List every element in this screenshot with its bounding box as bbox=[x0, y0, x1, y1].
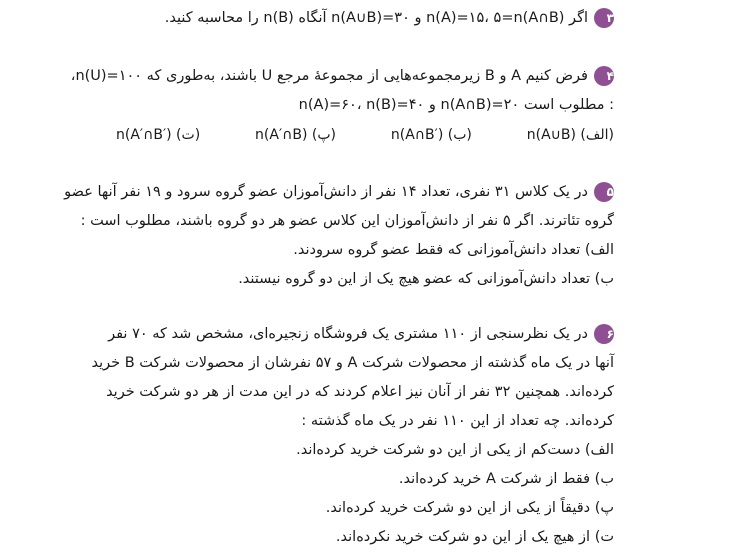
problem-4 bbox=[70, 62, 614, 150]
problem-number-badge: ۶ bbox=[594, 324, 614, 344]
option-te: (ت) n(A′∩B′) bbox=[116, 127, 201, 143]
problem-3-line-1 bbox=[116, 4, 614, 33]
problem-4-options bbox=[116, 120, 614, 150]
option-be: (ب) n(A∩B′) bbox=[390, 127, 472, 143]
problem-number-badge: ۵ bbox=[594, 182, 614, 202]
problem-4-line-2: n(A)=۶۰، n(B)=۴۰ و n(A∩B)=۲۰ مطلوب است : bbox=[298, 97, 614, 113]
problem-6-text-1: در یک نظرسنجی از ۱۱۰ مشتری یک فروشگاه زنجیره‌ای، مشخص شد که ۷۰ نفر bbox=[108, 326, 588, 342]
problem-6-sub-alef: الف) دست‌کم از یکی از این دو شرکت خرید کرده‌اند. bbox=[296, 442, 614, 458]
option-alef: (الف) n(A∪B) bbox=[526, 127, 614, 143]
problem-3 bbox=[116, 4, 614, 33]
option-pe: (پ) n(A′∩B) bbox=[255, 127, 337, 143]
problem-5-text-1: در یک کلاس ۳۱ نفری، تعداد ۱۴ نفر از دانش‌آموزان عضو گروه سرود و ۱۹ نفر آنها عضو bbox=[64, 184, 588, 200]
problem-6-line-4: کرده‌اند. چه تعداد از این ۱۱۰ نفر در یک ماه گذشته : bbox=[301, 413, 614, 429]
problem-6-line-3: کرده‌اند. همچنین ۳۲ نفر از آنان نیز اعلام کردند که در این مدت از هر دو شرکت خرید bbox=[106, 384, 614, 400]
problem-6-line-2: آنها در یک ماه گذشته از محصولات شرکت A و ۵۷ نفرشان از محصولات شرکت B خرید bbox=[91, 355, 614, 371]
problem-6-sub-be: ب) فقط از شرکت A خرید کرده‌اند. bbox=[398, 471, 614, 487]
problem-number-badge: ۴ bbox=[594, 66, 614, 86]
problem-5 bbox=[64, 178, 614, 294]
problem-6-sub-pe: پ) دقیقاً از یکی از این دو شرکت خرید کرده‌اند. bbox=[325, 500, 614, 516]
problem-5-line-1 bbox=[64, 178, 614, 207]
problem-6-line-1 bbox=[108, 320, 614, 349]
problem-5-sub-be: ب) تعداد دانش‌آموزانی که عضو هیچ یک از این دو گروه نیستند. bbox=[238, 271, 614, 287]
problem-4-text-1: فرض کنیم A و B زیرمجموعه‌هایی از مجموعهٔ مرجع U باشند، به‌طوری که n(U)=۱۰۰، bbox=[70, 68, 588, 84]
problem-3-text: اگر n(A)=۱۵، ۵=n(A∩B) و ۳۰=n(A∪B) آنگاه n(B) را محاسبه کنید. bbox=[164, 10, 588, 26]
problem-number-badge: ۳ bbox=[594, 8, 614, 28]
problem-4-line-1 bbox=[70, 62, 614, 91]
problem-5-sub-alef: الف) تعداد دانش‌آموزانی که فقط عضو گروه سرودند. bbox=[293, 242, 614, 258]
problem-5-line-2: گروه تئاترند. اگر ۵ نفر از دانش‌آموزان این کلاس عضو هر دو گروه باشند، مطلوب است : bbox=[80, 213, 614, 229]
problem-6 bbox=[91, 320, 614, 552]
problem-6-sub-te: ت) از هیچ یک از این دو شرکت خرید نکرده‌اند. bbox=[335, 529, 614, 545]
